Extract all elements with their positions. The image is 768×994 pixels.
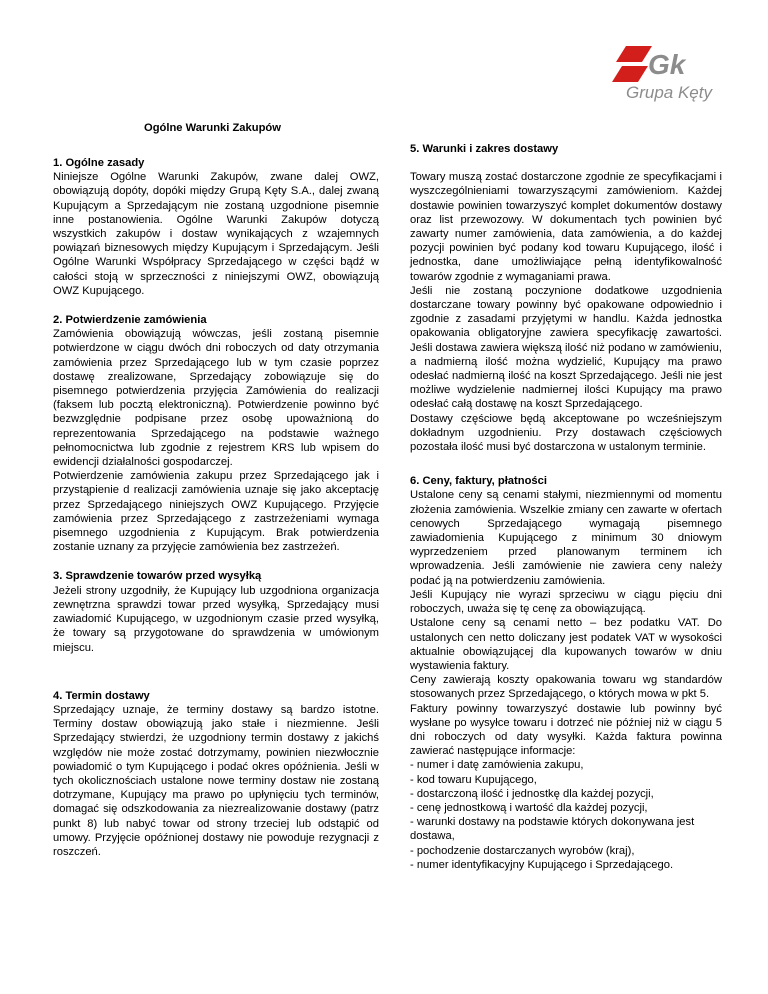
section-paragraph: Zamówienia obowiązują wówczas, jeśli zostaną pisemnie potwierdzone w ciągu dwóch dni roboczych od daty otrzymania zamówienia przez Sprzedającego lub w tym czasie poprzez dostawę zrealizowane, Sprzedający zobowiązuje się do pisemnego potwierdzenia przyjęcia Zamówienia do realizacji (faksem lub pocztą elektroniczną). Potwierdzenie powinno być bezwzględnie podpisane przez osobę upoważnioną do reprezentowania Sprzedającego na podstawie ważnego pełnomocnictwa lub zgodnie z rejestrem KRS lub wpisem do ewidencji działalności gospodarczej. bbox=[53, 328, 379, 469]
list-item: - kod towaru Kupującego, bbox=[410, 773, 537, 786]
section-paragraph: Ceny zawierają koszty opakowania towaru wg standardów stosowanych przez Sprzedającego, o których mowa w pkt 5. bbox=[410, 674, 722, 701]
logo-mark-text: Gk bbox=[648, 49, 686, 80]
list-item: - numer i datę zamówienia zakupu, bbox=[410, 759, 584, 772]
section-paragraph: Jeśli Kupujący nie wyrazi sprzeciwu w ciągu pięciu dni roboczych, uważa się tę cenę za obowiązującą. bbox=[410, 588, 722, 616]
section-order-confirmation bbox=[53, 313, 379, 554]
section-paragraph: Potwierdzenie zamówienia zakupu przez Sprzedającego jak i przystąpienie d realizacji zamówienia uznaje się jako akceptację przez Sprzedającego niniejszych OWZ Kupującego. Przyjęcie zamówienia przez Sprzedającego z zastrzeżeniami wymaga pisemnego uzgodnienia z Kupującym. Brak potwierdzenia zostanie uznany za przyjęcie zamówienia bez zastrzeżeń. bbox=[53, 470, 379, 554]
section-paragraph: Dostawy częściowe będą akceptowane po wcześniejszym dokładnym uzgodnieniu. Przy dostawach częściowych pozostała ilość musi być dostarczona w ustalonym terminie. bbox=[410, 412, 722, 454]
section-delivery-date bbox=[53, 689, 379, 859]
section-paragraph: Ustalone ceny są cenami netto – bez podatku VAT. Do ustalonych cen netto doliczany jest podatek VAT w wysokości aktualnie obowiązującej dla kupowanych towarów w dniu wystawienia faktury. bbox=[410, 617, 722, 672]
logo-graphic bbox=[612, 40, 732, 106]
invoice-requirements-list bbox=[410, 758, 722, 872]
list-item: - numer identyfikacyjny Kupującego i Sprzedającego. bbox=[410, 858, 674, 871]
list-item: - dostarczoną ilość i jednostkę dla każdej pozycji, bbox=[410, 787, 654, 800]
section-paragraph: Faktury powinny towarzyszyć dostawie lub powinny być wysłane po wysyłce towaru i dotrzeć nie później niż w ciągu 5 dni roboczych od daty wysyłki. Każda faktura powinna zawierać następujące informacje: bbox=[410, 702, 722, 758]
section-paragraph: Jeżeli strony uzgodniły, że Kupujący lub uzgodniona organizacja zewnętrzna sprawdzi towar przed wysyłką, Sprzedający musi zawiadomić Kupującego, w uzgodnionym czasie przed wysyłką, że towary są przygotowane do sprawdzenia w umówionym miejscu. bbox=[53, 584, 379, 654]
section-general-rules bbox=[53, 156, 379, 298]
section-paragraph: Sprzedający uznaje, że terminy dostawy są bardzo istotne. Terminy dostaw obowiązują jako stałe i niezmienne. Jeśli Sprzedający stwierdzi, że uzgodniony termin dostawy z jakichś względów nie może zostać dotrzymamy, powinien niezwłocznie powiadomić o tym Kupującego i podać okres opóźnienia. Jeśli w tych okolicznościach ustalone nowe terminy dostaw nie zostaną dotrzymane, Kupujący ma prawo po upłynięciu tych terminów, domagać się odszkodowania za niezrealizowanie dostawy (patrz punkt 8) lub nabyć towar od strony trzeciej lub odstąpić od umowy. Przyjęcie opóźnionej dostawy nie powoduje rezygnacji z roszczeń. bbox=[53, 703, 379, 858]
right-column bbox=[410, 142, 722, 887]
list-item: - warunki dostawy na podstawie których dokonywana jest dostawa, bbox=[410, 816, 695, 843]
section-heading: 1. Ogólne zasady bbox=[53, 157, 145, 169]
section-paragraph: Ustalone ceny są cenami stałymi, niezmiennymi od momentu złożenia zamówienia. Wszelkie zmiany cen zawarte w ofertach cenowych Sprzedającego wymagają pisemnego zawiadomienia Kupującego z minimum 30 dniowym wyprzedzeniem przed planowanym terminem ich wprowadzenia. Jeśli zamówienie nie zawiera ceny należy podać ją na potwierdzeniu zamówienia. bbox=[410, 489, 722, 587]
list-item: - pochodzenie dostarczanych wyrobów (kraj), bbox=[410, 844, 635, 857]
section-prices-invoices bbox=[410, 474, 722, 872]
document-title: Ogólne Warunki Zakupów bbox=[144, 122, 281, 134]
company-logo bbox=[612, 40, 732, 106]
section-heading: 5. Warunki i zakres dostawy bbox=[410, 143, 559, 155]
section-heading: 4. Termin dostawy bbox=[53, 689, 150, 702]
left-column bbox=[53, 156, 379, 874]
section-pre-shipment-inspection bbox=[53, 569, 379, 654]
section-paragraph: Niniejsze Ogólne Warunki Zakupów, zwane dalej OWZ, obowiązują dopóty, dopóki między Grupą Kęty S.A., dalej zwaną Kupującym a Sprzedającym nie zostaną uzgodnione pisemnie inne postanowienia. Ogólne Warunki Zakupów dotyczą wszystkich zakupów i dostaw wynikających z wzajemnych powiązań biznesowych między Kupującym i Sprzedającym. Jeśli Ogólne Warunki Współpracy Sprzedającego w części bądź w całości stoją w sprzeczności z niniejszymi OWZ, obowiązują OWZ Kupującego. bbox=[53, 171, 379, 297]
section-heading: 2. Potwierdzenie zamówienia bbox=[53, 314, 207, 327]
section-paragraph: Jeśli nie zostaną poczynione dodatkowe uzgodnienia dostarczane towary powinny być opakowane odpowiednio i zgodnie z zasadami przyjętymi w handlu. Każda jednostka opakowania obligatoryjne zawiera specyfikację zawartości. Jeśli dostawa zawiera większą ilość niż podano w zamówieniu, a nadmierną ilość można wydzielić, Kupujący ma prawo odesłać nadmierną ilość na koszt Sprzedającego. Jeśli nie jest możliwe wydzielenie nadmiernej ilości Kupujący ma prawo odesłać całą dostawę na koszt Sprzedającego. bbox=[410, 284, 722, 411]
logo-name-text: Grupa Kęty bbox=[626, 83, 712, 102]
section-heading: 3. Sprawdzenie towarów przed wysyłką bbox=[53, 570, 262, 583]
section-paragraph: Towary muszą zostać dostarczone zgodnie ze specyfikacjami i wyszczególnieniami towarzyszącymi zamówieniom. Każdej dostawie powinien towarzyszyć komplet dokumentów dostawy oraz list przewozowy. W dokumentach tych powinien być zawarty numer zamówienia, data zamówienia, a do każdej pozycji powinien być podany kod towaru Kupującego, ilość i jednostka, dane umożliwiające pełną identyfikowalność towarów zgodnie z wymaganiami prawa. bbox=[410, 171, 722, 283]
section-delivery-terms bbox=[410, 142, 722, 454]
section-heading: 6. Ceny, faktury, płatności bbox=[410, 475, 547, 488]
list-item: - cenę jednostkową i wartość dla każdej pozycji, bbox=[410, 801, 648, 814]
